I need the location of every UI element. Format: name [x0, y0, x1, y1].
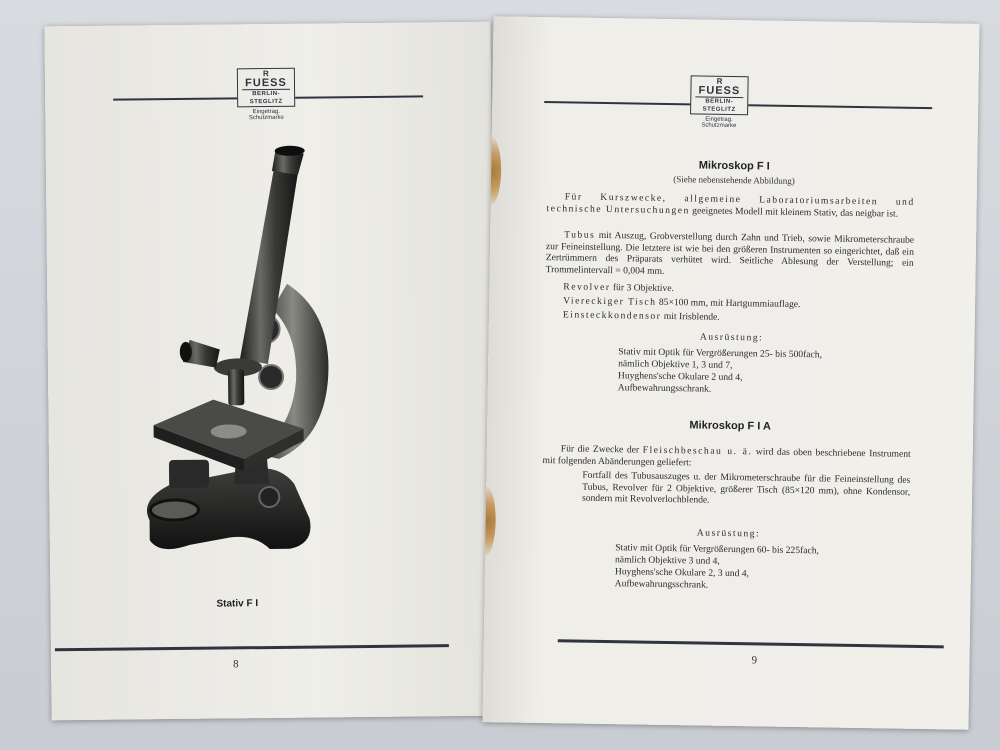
feature-kondensor: Einsteckkondensor mit Irisblende. [562, 309, 720, 323]
microscope-illustration [126, 138, 351, 580]
paragraph-intro: Für Kurszwecke, allgemeine Laboratoriumsarbeiten und technische Untersuchungen geeignetes Modell mit kleinem Stativ, das neigbar ist. [546, 191, 915, 220]
equipment-line: Stativ mit Optik für Vergrößerungen 60- bis 225fach, [615, 542, 820, 557]
section-title-f1: Mikroskop F I [698, 159, 770, 173]
section-subtitle: (Siehe nebenstehende Abbildung) [673, 174, 795, 186]
page-number: 9 [751, 654, 758, 667]
header-rule-right [295, 95, 423, 98]
header-rule-left [544, 101, 690, 105]
condenser [169, 460, 209, 488]
header-rule-left [113, 97, 237, 100]
objective [228, 369, 244, 405]
fuess-logo: R FUESS BERLIN-STEGLITZ Eingetrag. Schutzmarke [690, 75, 749, 129]
equipment-line: Huyghens'sche Okulare 2 und 4, [617, 370, 743, 384]
logo-mark: R FUESS BERLIN-STEGLITZ [690, 75, 749, 115]
mirror [150, 500, 198, 521]
fuess-logo: R FUESS BERLIN-STEGLITZ Eingetrag. Schutzmarke [237, 68, 296, 122]
section-title-f1a: Mikroskop F I A [689, 419, 772, 433]
paragraph-tubus: Tubus mit Auszug, Grobverstellung durch Zahn und Trieb, sowie Mikrometerschraube zur Feineinstellung. Die letztere ist wie bei den größeren Instrumenten so eingerichtet, daß ein Zertrümmern des Präparats verhütet wird. Seitliche Ablesung der Verstellung; ein Trommelintervall = 0,004 mm. [545, 229, 915, 277]
paragraph-changes: Fortfall des Tubusauszuges u. der Mikrometerschraube für die Feineinstellung des Tubus, Revolver für 2 Objektive, größerer Tisch (85×120 mm), ohne Kondensor, sondern mit Revolverlochblende. [581, 469, 911, 506]
left-page [44, 22, 497, 721]
header-rule-right [748, 104, 932, 109]
equipment-line: Aufbewahrungsschrank. [614, 578, 709, 591]
equipment-line: Stativ mit Optik für Vergrößerungen 25- bis 500fach, [618, 346, 823, 361]
footer-rule [558, 639, 944, 648]
paragraph-fleischbeschau: Für die Zwecke der Fleischbeschau u. ä. wird das oben beschriebene Instrument mit folgenden Abänderungen geliefert: [542, 443, 911, 468]
equipment-line: Huyghens'sche Okulare 2, 3 und 4, [614, 566, 750, 580]
fine-focus-knob [259, 365, 283, 389]
right-page [482, 16, 979, 730]
equipment-line: nämlich Objektive 3 und 4, [614, 554, 720, 567]
equipment-heading: Ausrüstung: [699, 331, 764, 344]
feature-tisch: Viereckiger Tisch 85×100 mm, mit Hartgummiauflage. [563, 295, 801, 311]
page-number: 8 [233, 658, 239, 671]
equipment-line: Aufbewahrungsschrank. [617, 382, 712, 395]
equipment-heading: Ausrüstung: [696, 527, 761, 540]
figure-caption: Stativ F I [216, 598, 259, 610]
equipment-line: nämlich Objektive 1, 3 und 7, [618, 358, 733, 372]
logo-mark: R FUESS BERLIN-STEGLITZ [237, 68, 295, 108]
feature-revolver: Revolver für 3 Objektive. [563, 281, 674, 295]
footer-rule [55, 644, 449, 651]
